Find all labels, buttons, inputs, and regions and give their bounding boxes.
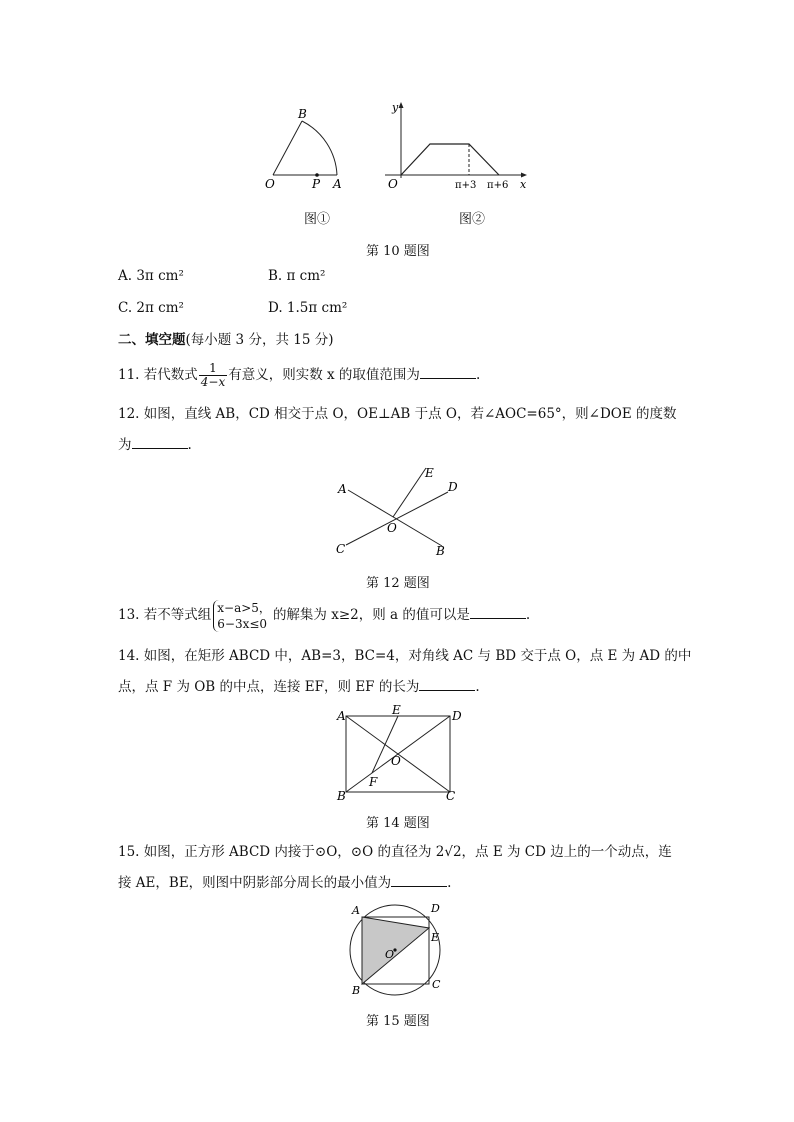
section-heading	[118, 330, 333, 350]
figure-10-1-caption: 图①	[304, 212, 331, 227]
figure-10-2-caption: 图②	[459, 212, 486, 227]
fig14-label-D: D	[452, 709, 462, 723]
fig12-label-E: E	[425, 466, 434, 480]
q14-answer-blank[interactable]	[419, 676, 475, 691]
label-x: x	[520, 178, 527, 191]
question-12-line2	[118, 434, 192, 455]
fig12-label-D: D	[448, 480, 458, 494]
option-c: C. 2π cm²	[118, 300, 184, 316]
figure-14	[334, 704, 464, 804]
label-O: O	[265, 177, 275, 191]
label-pi-plus-3: π+3	[455, 180, 477, 191]
fig12-label-B: B	[436, 544, 445, 558]
fig12-label-O: O	[387, 521, 397, 535]
label-P: P	[312, 177, 321, 191]
question-11	[118, 360, 480, 390]
question-13	[118, 596, 530, 634]
option-b: B. π cm²	[268, 268, 326, 284]
figure-10	[255, 98, 545, 198]
q13-inequality-system	[213, 600, 271, 632]
question-14-line1: 14. 如图，在矩形 ABCD 中，AB=3，BC=4，对角线 AC 与 BD 交于点 O，点 E 为 AD 的中	[118, 648, 692, 664]
figure-14-caption: 第 14 题图	[366, 816, 430, 831]
q12-answer-blank[interactable]	[132, 434, 188, 449]
option-d: D. 1.5π cm²	[268, 300, 348, 316]
q13-row2: 6−3x≤0	[217, 616, 268, 631]
q11-end: .	[475, 367, 481, 383]
q13-row1: x−a>5，	[217, 600, 271, 615]
q15-end: .	[447, 875, 452, 891]
section-note: (每小题 3 分，共 15 分)	[185, 332, 334, 348]
label-origin: O	[388, 177, 398, 191]
question-15-line2	[118, 872, 451, 893]
figure-15	[340, 898, 455, 1003]
fig14-label-F: F	[369, 775, 378, 789]
figure-12-caption: 第 12 题图	[366, 576, 430, 591]
question-14-line2	[118, 676, 480, 697]
section-title: 二、填空题	[118, 332, 186, 348]
figure-10-graph	[385, 101, 527, 191]
q13-text: 13. 若不等式组	[118, 607, 212, 623]
fig12-label-A: A	[338, 482, 347, 496]
q11-numerator: 1	[199, 362, 227, 376]
q13-text-post: 的解集为 x≥2，则 a 的值可以是	[272, 607, 470, 623]
label-A: A	[333, 177, 342, 191]
q13-end: .	[525, 607, 531, 623]
q15-answer-blank[interactable]	[391, 872, 447, 887]
figure-10-caption: 第 10 题图	[366, 244, 430, 259]
fig15-label-B: B	[352, 984, 361, 997]
fig12-label-C: C	[336, 542, 346, 556]
q15-line2-text: 接 AE，BE，则图中阴影部分周长的最小值为	[118, 875, 392, 891]
figure-12	[330, 462, 460, 562]
q12-line2-text: 为	[118, 437, 132, 453]
fig15-label-E: E	[431, 931, 440, 944]
fig14-label-C: C	[446, 789, 456, 803]
figure-10-sector	[265, 107, 342, 191]
fig14-label-E: E	[392, 704, 401, 717]
q14-line2-text: 点，点 F 为 OB 的中点，连接 EF，则 EF 的长为	[118, 679, 420, 695]
q13-answer-blank[interactable]	[470, 604, 526, 619]
q14-end: .	[475, 679, 480, 695]
q11-fraction	[199, 362, 227, 389]
fig14-label-A: A	[337, 709, 346, 723]
fig15-label-D: D	[431, 902, 440, 915]
q11-text: 11. 若代数式	[118, 367, 198, 383]
question-15-line1: 15. 如图，正方形 ABCD 内接于⊙O，⊙O 的直径为 2√2，点 E 为 CD 边上的一个动点，连	[118, 844, 672, 860]
fig15-label-C: C	[432, 978, 441, 991]
label-y: y	[392, 101, 399, 114]
figure-15-caption: 第 15 题图	[366, 1014, 430, 1029]
fig15-label-O: O	[385, 948, 395, 961]
option-a: A. 3π cm²	[118, 268, 184, 284]
q11-text-post: 有意义，则实数 x 的取值范围为	[228, 367, 420, 383]
q12-end: .	[187, 437, 192, 453]
label-B: B	[298, 107, 307, 121]
fig14-label-O: O	[391, 754, 401, 768]
fig14-label-B: B	[337, 789, 346, 803]
q11-denominator: 4−x	[200, 375, 226, 389]
q11-answer-blank[interactable]	[420, 364, 476, 379]
fig15-label-A: A	[352, 904, 360, 917]
question-12-line1: 12. 如图，直线 AB，CD 相交于点 O，OE⊥AB 于点 O，若∠AOC=65°，则∠DOE 的度数	[118, 406, 677, 422]
label-pi-plus-6: π+6	[487, 180, 509, 191]
